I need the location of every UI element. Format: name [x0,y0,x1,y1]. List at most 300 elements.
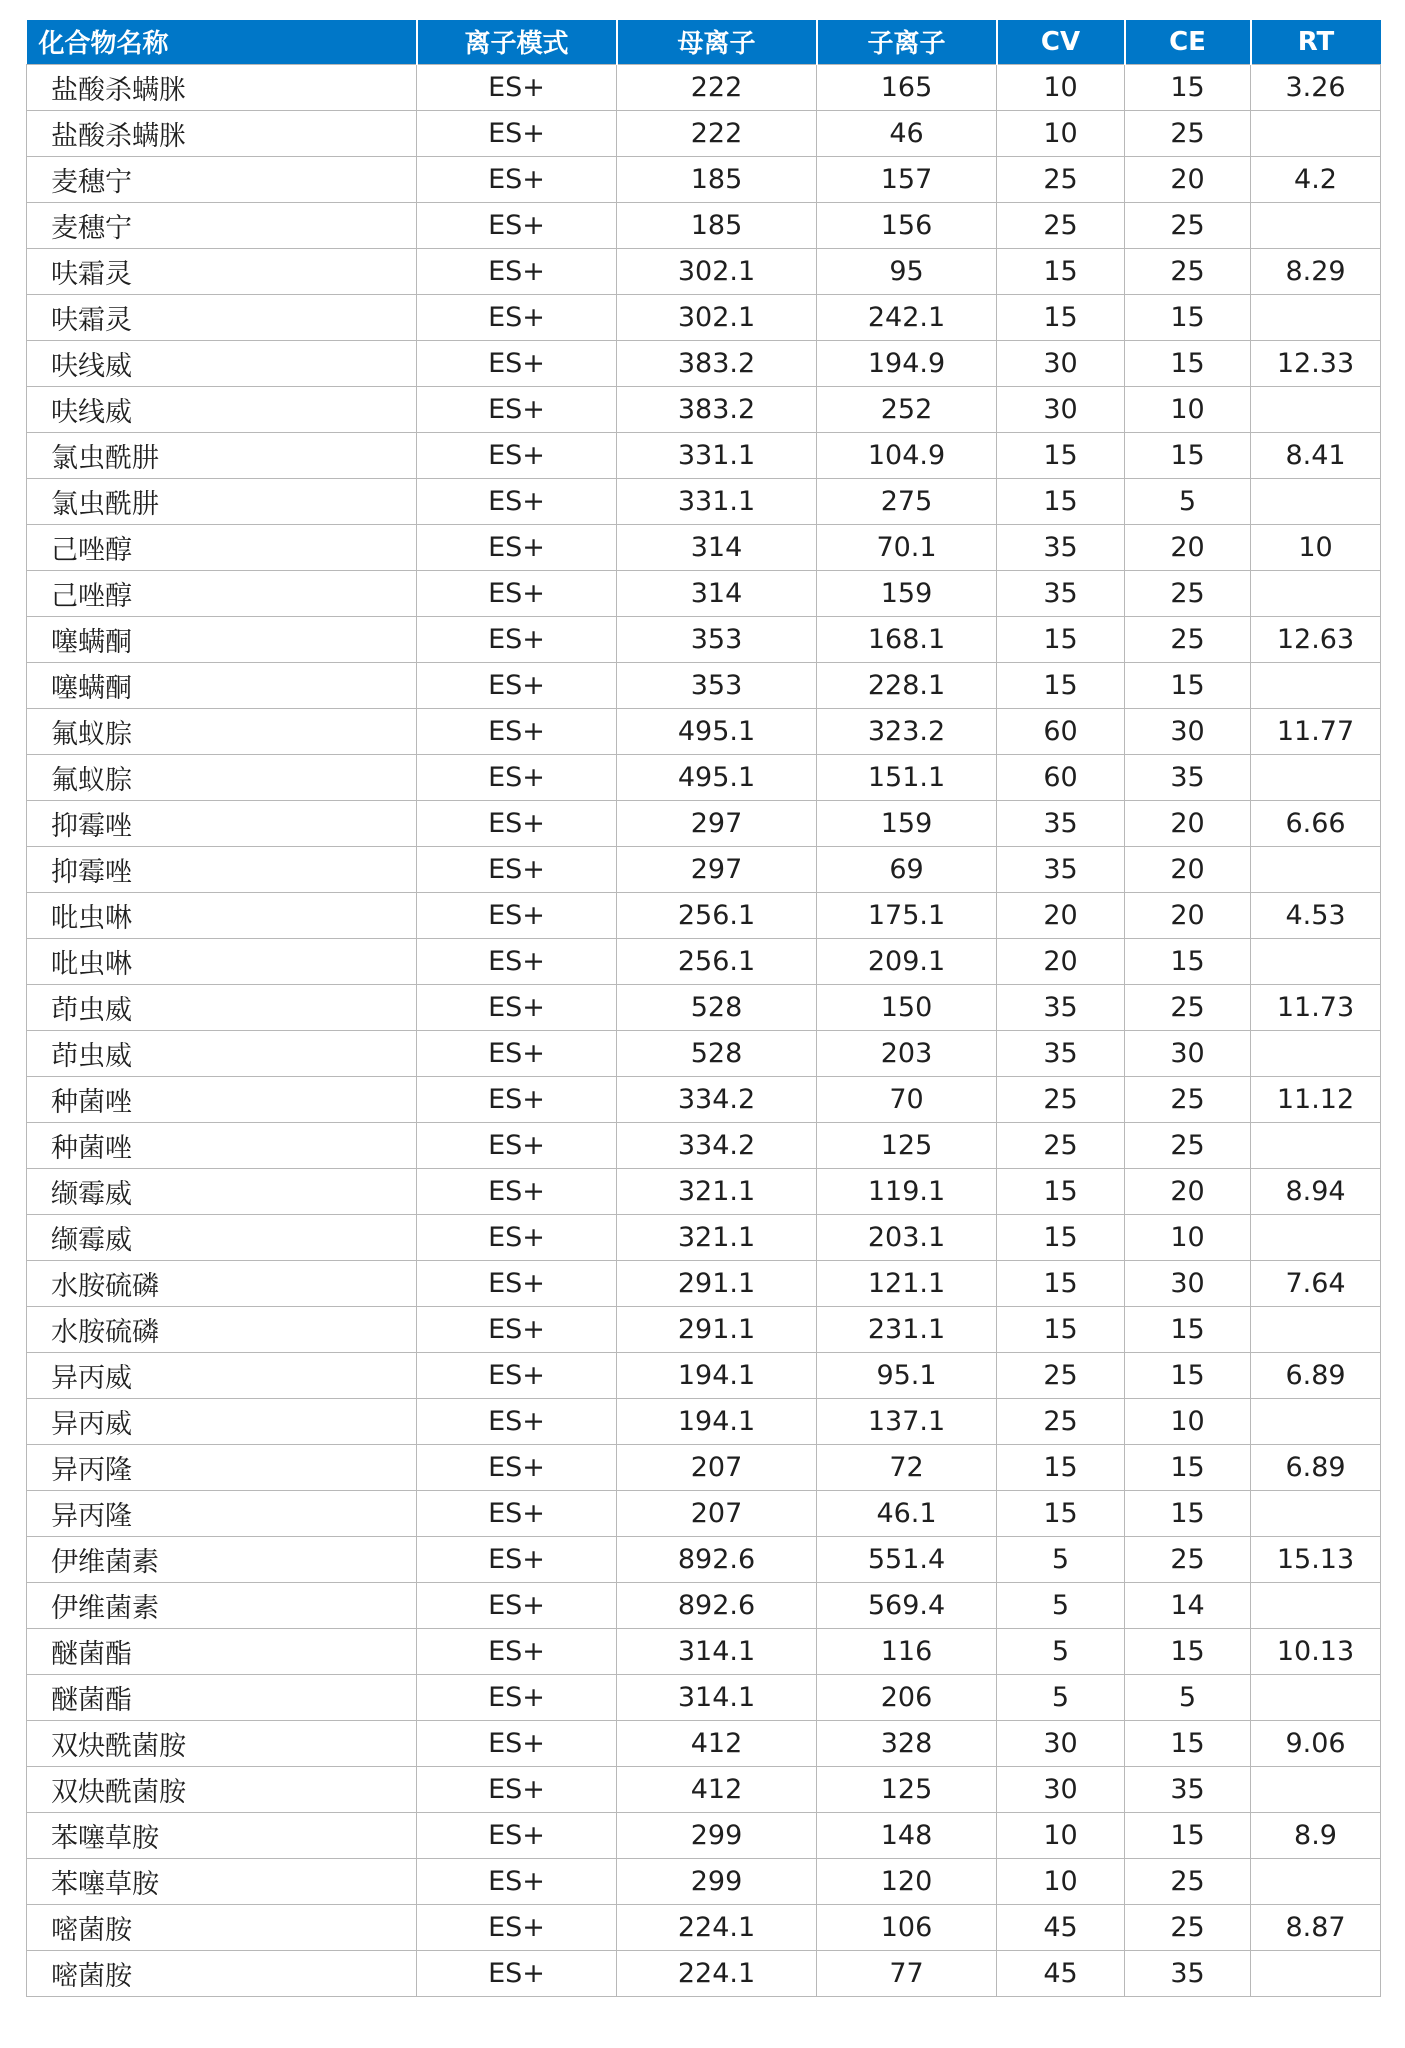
compound-name-cell: 麦穗宁 [27,202,417,248]
product-ion-cell: 72 [817,1444,997,1490]
cv-cell: 15 [997,294,1125,340]
table-header-row [27,20,1381,64]
table-row [27,248,1381,294]
cv-cell: 5 [997,1628,1125,1674]
precursor-ion-cell: 331.1 [617,478,817,524]
precursor-ion-cell: 302.1 [617,294,817,340]
table-row [27,1812,1381,1858]
ion-mode-cell: ES+ [417,570,617,616]
precursor-ion-cell: 383.2 [617,386,817,432]
rt-cell: 4.53 [1251,892,1381,938]
ce-cell: 25 [1125,984,1251,1030]
compound-name-cell: 苯噻草胺 [27,1858,417,1904]
ce-cell: 25 [1125,1858,1251,1904]
table-row [27,432,1381,478]
ion-mode-cell: ES+ [417,1122,617,1168]
compound-name-cell: 呋线威 [27,340,417,386]
product-ion-cell: 104.9 [817,432,997,478]
rt-cell [1251,386,1381,432]
ion-mode-cell: ES+ [417,1720,617,1766]
cv-cell: 30 [997,340,1125,386]
ion-mode-cell: ES+ [417,64,617,110]
cv-cell: 5 [997,1536,1125,1582]
compound-name-cell: 吡虫啉 [27,892,417,938]
rt-cell: 8.87 [1251,1904,1381,1950]
compound-name-cell: 水胺硫磷 [27,1306,417,1352]
table-row [27,1674,1381,1720]
precursor-ion-cell: 222 [617,64,817,110]
product-ion-cell: 323.2 [817,708,997,754]
compound-name-cell: 伊维菌素 [27,1582,417,1628]
ion-mode-cell: ES+ [417,1260,617,1306]
compound-name-cell: 茚虫威 [27,1030,417,1076]
compound-name-cell: 盐酸杀螨脒 [27,110,417,156]
rt-cell: 4.2 [1251,156,1381,202]
cv-cell: 15 [997,1490,1125,1536]
ce-cell: 15 [1125,1444,1251,1490]
cv-cell: 30 [997,386,1125,432]
ion-mode-cell: ES+ [417,1766,617,1812]
product-ion-cell: 206 [817,1674,997,1720]
ce-cell: 35 [1125,754,1251,800]
rt-cell [1251,1858,1381,1904]
cv-cell: 20 [997,938,1125,984]
ion-mode-cell: ES+ [417,1904,617,1950]
rt-cell: 15.13 [1251,1536,1381,1582]
product-ion-cell: 231.1 [817,1306,997,1352]
precursor-ion-cell: 297 [617,800,817,846]
table-row [27,1582,1381,1628]
ion-mode-cell: ES+ [417,202,617,248]
ion-mode-cell: ES+ [417,524,617,570]
cv-cell: 10 [997,110,1125,156]
cv-cell: 30 [997,1720,1125,1766]
rt-cell [1251,1398,1381,1444]
cv-cell: 35 [997,524,1125,570]
cv-cell: 35 [997,846,1125,892]
cv-cell: 5 [997,1674,1125,1720]
rt-cell: 8.29 [1251,248,1381,294]
ion-mode-cell: ES+ [417,1628,617,1674]
cv-cell: 15 [997,248,1125,294]
ce-cell: 20 [1125,846,1251,892]
product-ion-cell: 328 [817,1720,997,1766]
compound-name-cell: 双炔酰菌胺 [27,1766,417,1812]
product-ion-cell: 252 [817,386,997,432]
table-row [27,1628,1381,1674]
ion-mode-cell: ES+ [417,1490,617,1536]
table-row [27,570,1381,616]
precursor-ion-cell: 291.1 [617,1260,817,1306]
ion-mode-cell: ES+ [417,800,617,846]
product-ion-cell: 125 [817,1766,997,1812]
ce-cell: 25 [1125,570,1251,616]
product-ion-cell: 168.1 [817,616,997,662]
rt-cell: 11.77 [1251,708,1381,754]
ce-cell: 25 [1125,1536,1251,1582]
ce-cell: 14 [1125,1582,1251,1628]
product-ion-cell: 209.1 [817,938,997,984]
ion-mode-cell: ES+ [417,616,617,662]
compound-name-cell: 苯噻草胺 [27,1812,417,1858]
cv-cell: 15 [997,1214,1125,1260]
product-ion-cell: 95 [817,248,997,294]
product-ion-cell: 203.1 [817,1214,997,1260]
ce-cell: 15 [1125,662,1251,708]
ce-cell: 25 [1125,616,1251,662]
ce-cell: 20 [1125,892,1251,938]
table-row [27,800,1381,846]
table-row [27,1766,1381,1812]
table-row [27,1122,1381,1168]
rt-cell: 6.66 [1251,800,1381,846]
table-row [27,1536,1381,1582]
table-row [27,110,1381,156]
compound-name-cell: 异丙威 [27,1398,417,1444]
compound-name-cell: 伊维菌素 [27,1536,417,1582]
ion-mode-cell: ES+ [417,432,617,478]
table-row [27,340,1381,386]
precursor-ion-cell: 321.1 [617,1214,817,1260]
compound-name-cell: 呋霜灵 [27,294,417,340]
rt-cell: 7.64 [1251,1260,1381,1306]
compound-name-cell: 噻螨酮 [27,616,417,662]
product-ion-cell: 551.4 [817,1536,997,1582]
cv-cell: 25 [997,1076,1125,1122]
compound-name-cell: 呋线威 [27,386,417,432]
precursor-ion-cell: 224.1 [617,1950,817,1996]
compound-name-cell: 双炔酰菌胺 [27,1720,417,1766]
table-row [27,616,1381,662]
cv-cell: 25 [997,156,1125,202]
ce-cell: 10 [1125,1398,1251,1444]
ce-cell: 20 [1125,524,1251,570]
product-ion-cell: 119.1 [817,1168,997,1214]
ce-cell: 30 [1125,708,1251,754]
table-row [27,64,1381,110]
table-row [27,754,1381,800]
cv-cell: 60 [997,754,1125,800]
ion-mode-cell: ES+ [417,708,617,754]
rt-cell [1251,1950,1381,1996]
precursor-ion-cell: 412 [617,1766,817,1812]
product-ion-cell: 228.1 [817,662,997,708]
precursor-ion-cell: 194.1 [617,1352,817,1398]
precursor-ion-cell: 321.1 [617,1168,817,1214]
precursor-ion-cell: 207 [617,1444,817,1490]
ion-mode-cell: ES+ [417,754,617,800]
precursor-ion-cell: 299 [617,1858,817,1904]
ion-mode-cell: ES+ [417,110,617,156]
product-ion-cell: 242.1 [817,294,997,340]
ion-mode-cell: ES+ [417,294,617,340]
table-row [27,478,1381,524]
product-ion-cell: 70.1 [817,524,997,570]
cv-cell: 35 [997,984,1125,1030]
rt-cell [1251,202,1381,248]
ion-mode-cell: ES+ [417,1582,617,1628]
rt-cell [1251,1306,1381,1352]
cv-cell: 30 [997,1766,1125,1812]
compound-name-cell: 醚菌酯 [27,1674,417,1720]
ion-mode-cell: ES+ [417,1306,617,1352]
precursor-ion-cell: 302.1 [617,248,817,294]
rt-cell [1251,1030,1381,1076]
precursor-ion-cell: 892.6 [617,1536,817,1582]
ion-mode-cell: ES+ [417,984,617,1030]
table-row [27,1168,1381,1214]
cv-cell: 5 [997,1582,1125,1628]
ion-mode-cell: ES+ [417,478,617,524]
precursor-ion-cell: 256.1 [617,938,817,984]
compound-name-cell: 氯虫酰肼 [27,432,417,478]
product-ion-cell: 175.1 [817,892,997,938]
product-ion-cell: 569.4 [817,1582,997,1628]
header-ce: CE [1125,20,1251,64]
cv-cell: 15 [997,1306,1125,1352]
header-compound-name: 化合物名称 [27,20,417,64]
ce-cell: 25 [1125,1076,1251,1122]
precursor-ion-cell: 314.1 [617,1628,817,1674]
product-ion-cell: 70 [817,1076,997,1122]
table-row [27,1904,1381,1950]
product-ion-cell: 203 [817,1030,997,1076]
ce-cell: 10 [1125,1214,1251,1260]
precursor-ion-cell: 528 [617,1030,817,1076]
product-ion-cell: 125 [817,1122,997,1168]
ion-mode-cell: ES+ [417,1352,617,1398]
rt-cell [1251,938,1381,984]
cv-cell: 15 [997,478,1125,524]
ce-cell: 30 [1125,1030,1251,1076]
rt-cell: 8.94 [1251,1168,1381,1214]
product-ion-cell: 156 [817,202,997,248]
precursor-ion-cell: 185 [617,202,817,248]
ion-mode-cell: ES+ [417,386,617,432]
table-row [27,1720,1381,1766]
precursor-ion-cell: 207 [617,1490,817,1536]
compound-name-cell: 抑霉唑 [27,846,417,892]
table-row [27,1444,1381,1490]
rt-cell [1251,294,1381,340]
ion-mode-cell: ES+ [417,1674,617,1720]
compound-name-cell: 缬霉威 [27,1214,417,1260]
rt-cell [1251,662,1381,708]
cv-cell: 10 [997,64,1125,110]
ce-cell: 15 [1125,1812,1251,1858]
product-ion-cell: 120 [817,1858,997,1904]
product-ion-cell: 69 [817,846,997,892]
cv-cell: 10 [997,1812,1125,1858]
cv-cell: 15 [997,1444,1125,1490]
ce-cell: 15 [1125,340,1251,386]
compound-name-cell: 氟蚁腙 [27,754,417,800]
rt-cell [1251,846,1381,892]
rt-cell [1251,570,1381,616]
header-product-ion: 子离子 [817,20,997,64]
product-ion-cell: 151.1 [817,754,997,800]
precursor-ion-cell: 256.1 [617,892,817,938]
ce-cell: 20 [1125,800,1251,846]
rt-cell: 10 [1251,524,1381,570]
precursor-ion-cell: 185 [617,156,817,202]
product-ion-cell: 275 [817,478,997,524]
table-row [27,202,1381,248]
compound-name-cell: 醚菌酯 [27,1628,417,1674]
product-ion-cell: 157 [817,156,997,202]
cv-cell: 20 [997,892,1125,938]
ce-cell: 5 [1125,1674,1251,1720]
ion-mode-cell: ES+ [417,1812,617,1858]
compound-name-cell: 吡虫啉 [27,938,417,984]
header-ion-mode: 离子模式 [417,20,617,64]
table-row [27,1950,1381,1996]
cv-cell: 60 [997,708,1125,754]
cv-cell: 15 [997,1260,1125,1306]
precursor-ion-cell: 353 [617,662,817,708]
table-body [27,64,1381,1996]
product-ion-cell: 116 [817,1628,997,1674]
rt-cell: 6.89 [1251,1352,1381,1398]
rt-cell: 12.33 [1251,340,1381,386]
ion-mode-cell: ES+ [417,1536,617,1582]
precursor-ion-cell: 314 [617,524,817,570]
precursor-ion-cell: 495.1 [617,708,817,754]
table-row [27,156,1381,202]
precursor-ion-cell: 299 [617,1812,817,1858]
compound-name-cell: 盐酸杀螨脒 [27,64,417,110]
rt-cell: 3.26 [1251,64,1381,110]
rt-cell: 9.06 [1251,1720,1381,1766]
precursor-ion-cell: 331.1 [617,432,817,478]
table-row [27,984,1381,1030]
precursor-ion-cell: 334.2 [617,1122,817,1168]
ion-mode-cell: ES+ [417,846,617,892]
table-row [27,1260,1381,1306]
table-row [27,1352,1381,1398]
cv-cell: 35 [997,800,1125,846]
ce-cell: 15 [1125,1720,1251,1766]
cv-cell: 25 [997,1398,1125,1444]
precursor-ion-cell: 224.1 [617,1904,817,1950]
ce-cell: 15 [1125,294,1251,340]
precursor-ion-cell: 314.1 [617,1674,817,1720]
precursor-ion-cell: 222 [617,110,817,156]
compound-name-cell: 氟蚁腙 [27,708,417,754]
cv-cell: 15 [997,616,1125,662]
cv-cell: 15 [997,1168,1125,1214]
ce-cell: 15 [1125,432,1251,478]
compound-parameter-table [26,20,1381,1997]
precursor-ion-cell: 314 [617,570,817,616]
precursor-ion-cell: 383.2 [617,340,817,386]
rt-cell [1251,1214,1381,1260]
compound-name-cell: 异丙隆 [27,1490,417,1536]
ion-mode-cell: ES+ [417,248,617,294]
ce-cell: 20 [1125,1168,1251,1214]
compound-name-cell: 己唑醇 [27,570,417,616]
compound-name-cell: 水胺硫磷 [27,1260,417,1306]
ion-mode-cell: ES+ [417,340,617,386]
ion-mode-cell: ES+ [417,1858,617,1904]
product-ion-cell: 148 [817,1812,997,1858]
table-row [27,294,1381,340]
ce-cell: 10 [1125,386,1251,432]
rt-cell [1251,110,1381,156]
cv-cell: 35 [997,1030,1125,1076]
table-row [27,386,1381,432]
product-ion-cell: 150 [817,984,997,1030]
compound-name-cell: 氯虫酰肼 [27,478,417,524]
ce-cell: 35 [1125,1950,1251,1996]
product-ion-cell: 159 [817,800,997,846]
rt-cell [1251,1766,1381,1812]
rt-cell [1251,478,1381,524]
product-ion-cell: 159 [817,570,997,616]
compound-name-cell: 麦穗宁 [27,156,417,202]
ce-cell: 15 [1125,938,1251,984]
product-ion-cell: 137.1 [817,1398,997,1444]
rt-cell [1251,1582,1381,1628]
table-row [27,938,1381,984]
ce-cell: 25 [1125,110,1251,156]
table-row [27,892,1381,938]
cv-cell: 25 [997,1122,1125,1168]
cv-cell: 45 [997,1950,1125,1996]
product-ion-cell: 194.9 [817,340,997,386]
ion-mode-cell: ES+ [417,938,617,984]
ce-cell: 15 [1125,1352,1251,1398]
table-row [27,662,1381,708]
cv-cell: 15 [997,432,1125,478]
product-ion-cell: 121.1 [817,1260,997,1306]
compound-name-cell: 抑霉唑 [27,800,417,846]
rt-cell [1251,1122,1381,1168]
rt-cell [1251,1674,1381,1720]
header-rt: RT [1251,20,1381,64]
table-row [27,1306,1381,1352]
ce-cell: 20 [1125,156,1251,202]
rt-cell: 11.12 [1251,1076,1381,1122]
rt-cell [1251,754,1381,800]
table-row [27,1030,1381,1076]
compound-name-cell: 异丙威 [27,1352,417,1398]
rt-cell: 12.63 [1251,616,1381,662]
ce-cell: 15 [1125,1628,1251,1674]
table-row [27,708,1381,754]
ce-cell: 35 [1125,1766,1251,1812]
rt-cell: 10.13 [1251,1628,1381,1674]
compound-name-cell: 种菌唑 [27,1122,417,1168]
header-precursor-ion: 母离子 [617,20,817,64]
product-ion-cell: 46 [817,110,997,156]
table-row [27,524,1381,570]
cv-cell: 25 [997,202,1125,248]
cv-cell: 10 [997,1858,1125,1904]
ce-cell: 15 [1125,1490,1251,1536]
ion-mode-cell: ES+ [417,1168,617,1214]
ion-mode-cell: ES+ [417,1950,617,1996]
precursor-ion-cell: 334.2 [617,1076,817,1122]
ce-cell: 30 [1125,1260,1251,1306]
table-row [27,846,1381,892]
ce-cell: 15 [1125,1306,1251,1352]
ce-cell: 15 [1125,64,1251,110]
ion-mode-cell: ES+ [417,1444,617,1490]
ion-mode-cell: ES+ [417,1398,617,1444]
ce-cell: 5 [1125,478,1251,524]
table-row [27,1076,1381,1122]
